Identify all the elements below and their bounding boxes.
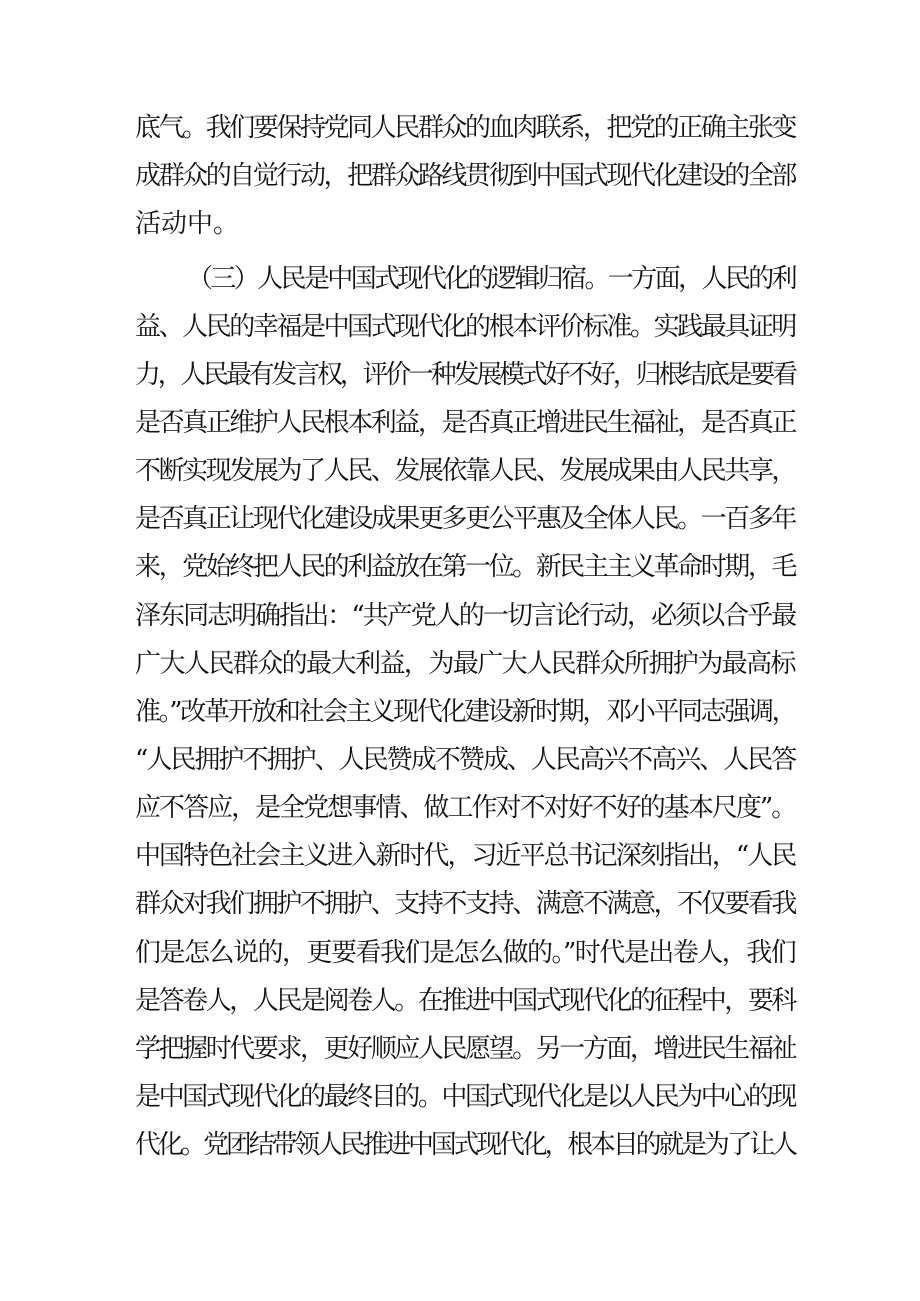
text-line: 活动中。 xyxy=(135,209,240,239)
text-line: 们是怎么说的，更要看我们是怎么做的。”时代是出卷人，我们 xyxy=(135,938,796,968)
text-line: 准。”改革开放和社会主义现代化建设新时期，邓小平同志强调， xyxy=(135,697,796,727)
text-line: 中国特色社会主义进入新时代，习近平总书记深刻指出，“人民 xyxy=(135,841,796,871)
text-line: 成群众的自觉行动，把群众路线贯彻到中国式现代化建设的全部 xyxy=(135,161,796,191)
text-line: 学把握时代要求，更好顺应人民愿望。另一方面，增进民生福祉 xyxy=(135,1034,796,1064)
text-line: 是中国式现代化的最终目的。中国式现代化是以人民为中心的现 xyxy=(135,1082,796,1112)
text-line: 应不答应，是全党想事情、做工作对不对好不好的基本尺度”。 xyxy=(135,793,796,823)
text-line: 是答卷人，人民是阅卷人。在推进中国式现代化的征程中，要科 xyxy=(135,986,796,1016)
text-line: 益、人民的幸福是中国式现代化的根本评价标准。实践最具证明 xyxy=(135,312,796,342)
text-line: 不断实现发展为了人民、发展依靠人民、发展成果由人民共享， xyxy=(135,456,796,486)
text-line: 来，党始终把人民的利益放在第一位。新民主主义革命时期，毛 xyxy=(135,552,796,582)
paragraph-start-line: （三）人民是中国式现代化的逻辑归宿。一方面，人民的利 xyxy=(187,264,796,294)
text-line: 群众对我们拥护不拥护、支持不支持、满意不满意，不仅要看我 xyxy=(135,889,796,919)
text-line: 代化。党团结带领人民推进中国式现代化，根本目的就是为了让人 xyxy=(135,1130,796,1160)
text-line: 力，人民最有发言权，评价一种发展模式好不好，归根结底是要看 xyxy=(135,360,796,390)
text-line: 泽东同志明确指出：“共产党人的一切言论行动，必须以合乎最 xyxy=(135,601,796,631)
text-line: “人民拥护不拥护、人民赞成不赞成、人民高兴不高兴、人民答 xyxy=(135,745,796,775)
text-line: 是否真正维护人民根本利益，是否真正增进民生福祉，是否真正 xyxy=(135,408,796,438)
text-line: 是否真正让现代化建设成果更多更公平惠及全体人民。一百多年 xyxy=(135,504,796,534)
text-line: 广大人民群众的最大利益，为最广大人民群众所拥护为最高标 xyxy=(135,649,796,679)
text-line: 底气。我们要保持党同人民群众的血肉联系，把党的正确主张变 xyxy=(135,113,796,143)
